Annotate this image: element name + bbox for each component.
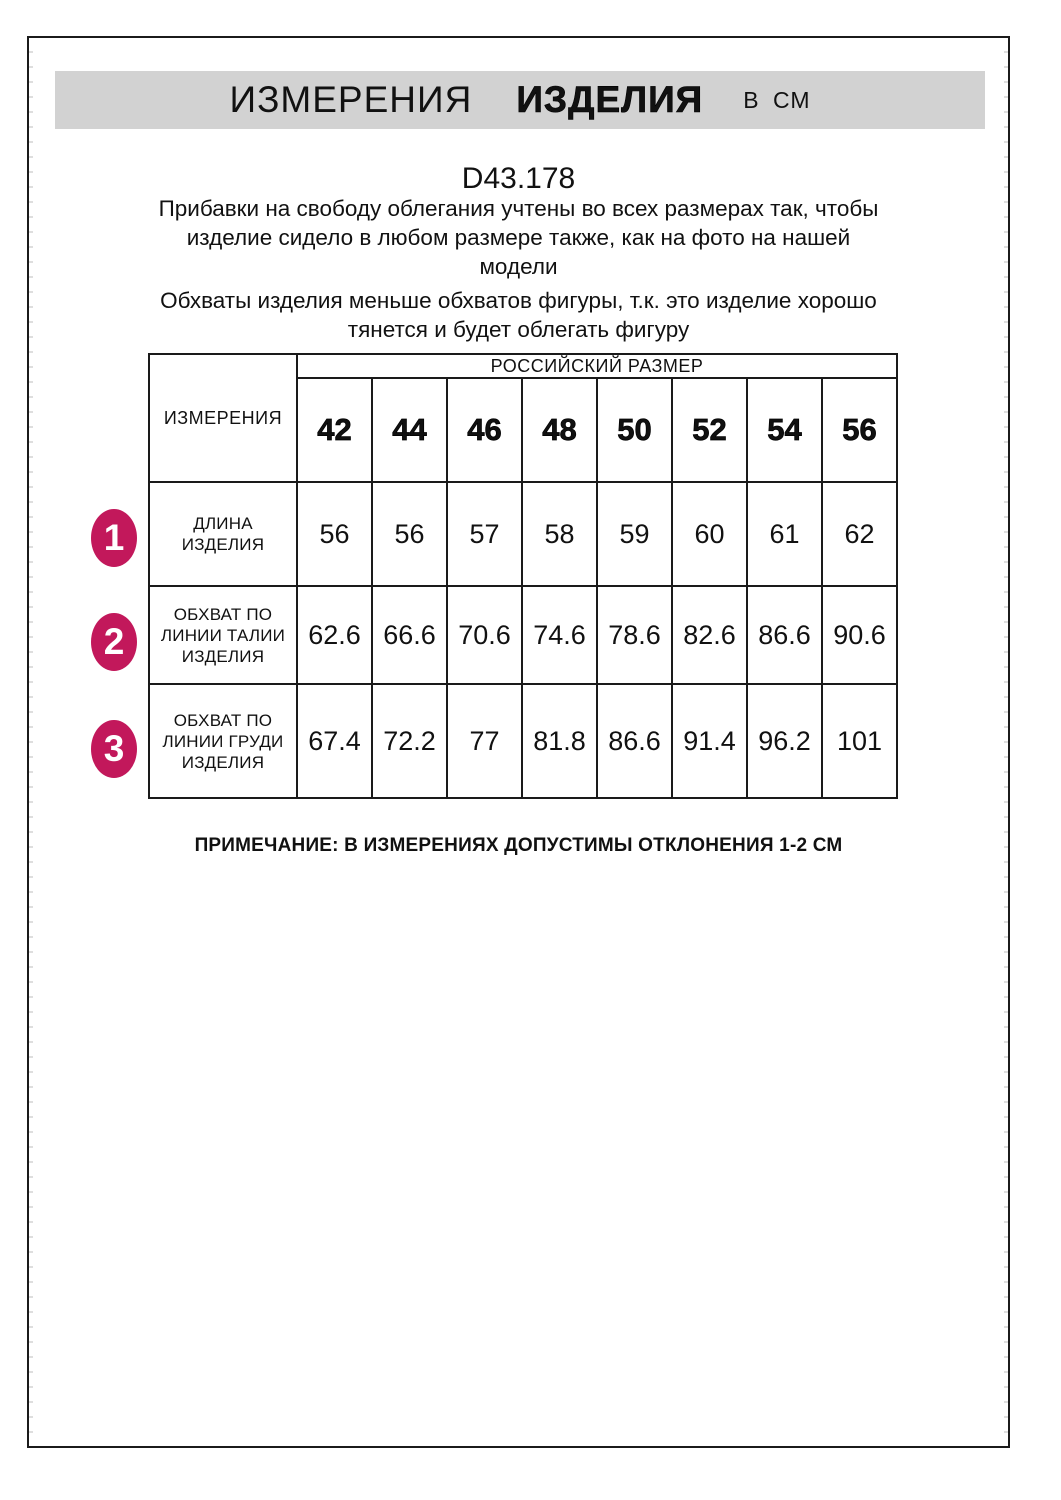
row-label-chest-line1: ОБХВАТ ПО	[173, 710, 273, 730]
intro-p2-line1: Обхваты изделия меньше обхватов фигуры, т.к. это изделие хорошо	[160, 288, 877, 313]
intro-text	[29, 194, 1008, 344]
chest-value-44: 72.2	[372, 684, 447, 798]
article-code: D43.178	[461, 162, 576, 195]
row-marker-2: 2	[91, 613, 137, 671]
size-col-52: 52	[672, 378, 747, 482]
group-header-row	[149, 354, 897, 378]
row-label-length-line1: ДЛИНА	[193, 514, 253, 533]
page-frame	[27, 36, 1010, 1448]
size-col-48: 48	[522, 378, 597, 482]
length-value-54: 61	[747, 482, 822, 586]
row-label-chest	[149, 684, 297, 798]
waist-value-52: 82.6	[672, 586, 747, 684]
waist-value-48: 74.6	[522, 586, 597, 684]
row-marker-1: 1	[91, 509, 137, 567]
size-col-42: 42	[297, 378, 372, 482]
waist-value-46: 70.6	[447, 586, 522, 684]
size-col-44: 44	[372, 378, 447, 482]
row-label-length	[149, 482, 297, 586]
waist-value-50: 78.6	[597, 586, 672, 684]
intro-p1-line2: изделие сидело в любом размере также, как на фото на нашей	[186, 225, 851, 250]
chest-value-48: 81.8	[522, 684, 597, 798]
chest-value-52: 91.4	[672, 684, 747, 798]
intro-p1-line1: Прибавки на свободу облегания учтены во всех размерах так, чтобы	[158, 196, 879, 221]
waist-value-56: 90.6	[822, 586, 897, 684]
measurements-corner-cell: ИЗМЕРЕНИЯ	[149, 354, 297, 482]
row-label-waist-line1: ОБХВАТ ПО	[173, 604, 273, 624]
title-banner	[55, 71, 985, 129]
waist-value-42: 62.6	[297, 586, 372, 684]
row-label-waist-line2: ЛИНИИ ТАЛИИ	[160, 625, 286, 645]
chest-value-50: 86.6	[597, 684, 672, 798]
size-table	[148, 353, 898, 799]
length-value-46: 57	[447, 482, 522, 586]
length-value-42: 56	[297, 482, 372, 586]
table-row-length	[149, 482, 897, 586]
waist-value-44: 66.6	[372, 586, 447, 684]
waist-value-54: 86.6	[747, 586, 822, 684]
size-col-54: 54	[747, 378, 822, 482]
length-value-48: 58	[522, 482, 597, 586]
chest-value-54: 96.2	[747, 684, 822, 798]
intro-paragraph-1	[29, 194, 1008, 281]
size-col-56: 56	[822, 378, 897, 482]
length-value-56: 62	[822, 482, 897, 586]
title-word-product: ИЗДЕЛИЯ	[516, 79, 704, 120]
tolerance-note: ПРИМЕЧАНИЕ: В ИЗМЕРЕНИЯХ ДОПУСТИМЫ ОТКЛОНЕНИЯ 1-2 СМ	[194, 835, 843, 856]
chest-value-46: 77	[447, 684, 522, 798]
row-label-waist-line3: ИЗДЕЛИЯ	[181, 646, 265, 666]
row-label-waist	[149, 586, 297, 684]
intro-p1-line3: модели	[479, 254, 558, 279]
row-label-length-line2: ИЗДЕЛИЯ	[181, 535, 265, 554]
row-label-chest-line3: ИЗДЕЛИЯ	[181, 752, 265, 772]
table-row-chest	[149, 684, 897, 798]
intro-paragraph-2	[29, 286, 1008, 344]
row-marker-3: 3	[91, 720, 137, 778]
chest-value-56: 101	[822, 684, 897, 798]
length-value-50: 59	[597, 482, 672, 586]
length-value-44: 56	[372, 482, 447, 586]
size-table-wrap	[148, 353, 898, 799]
chest-value-42: 67.4	[297, 684, 372, 798]
table-row-waist	[149, 586, 897, 684]
russian-size-header-cell: РОССИЙСКИЙ РАЗМЕР	[297, 354, 897, 378]
title-word-measurements: ИЗМЕРЕНИЯ	[229, 79, 473, 120]
length-value-52: 60	[672, 482, 747, 586]
size-col-46: 46	[447, 378, 522, 482]
size-col-50: 50	[597, 378, 672, 482]
intro-p2-line2: тянется и будет облегать фигуру	[347, 317, 690, 342]
row-label-chest-line2: ЛИНИИ ГРУДИ	[162, 731, 284, 751]
title-unit-cm: В СМ	[743, 86, 811, 113]
